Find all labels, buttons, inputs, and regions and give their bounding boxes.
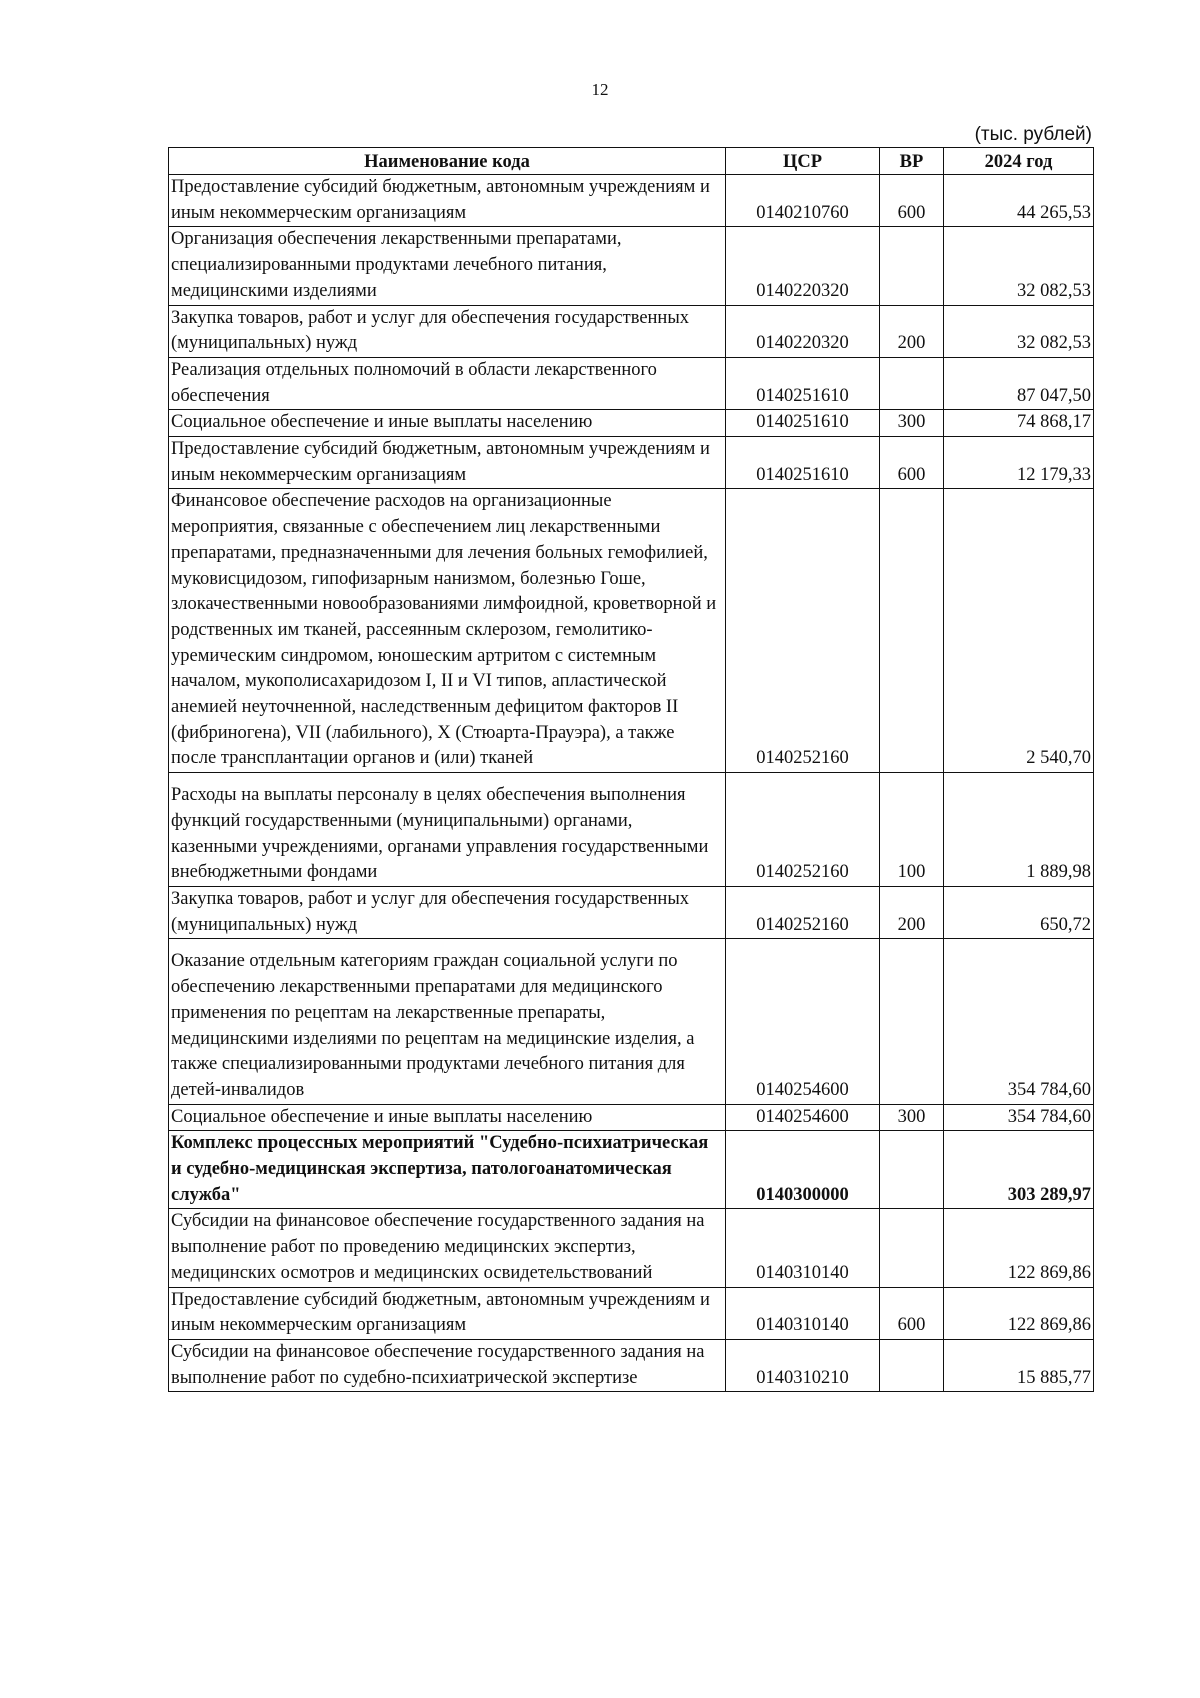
table-row [169, 939, 1094, 1104]
table-row [169, 175, 1094, 227]
header-vr: ВР [880, 148, 944, 175]
header-name: Наименование кода [169, 148, 726, 175]
row-sum-cell: 32 082,53 [944, 227, 1094, 305]
row-vr-cell: 600 [880, 175, 944, 227]
header-csr: ЦСР [726, 148, 880, 175]
table-row [169, 1104, 1094, 1131]
row-sum-cell: 354 784,60 [944, 1104, 1094, 1131]
row-vr-cell: 200 [880, 886, 944, 938]
row-csr-cell: 0140210760 [726, 175, 880, 227]
units-note: (тыс. рублей) [974, 124, 1092, 145]
row-vr-cell [880, 227, 944, 305]
table-row [169, 773, 1094, 887]
header-year: 2024 год [944, 148, 1094, 175]
row-sum-cell: 303 289,97 [944, 1131, 1094, 1209]
table-row [169, 227, 1094, 305]
row-name-cell: Оказание отдельным категориям граждан социальной услуги по обеспечению лекарственными препаратами для медицинского применения по рецептам на лекарственные препараты, медицинскими изделиями по рецептам на медицинские изделия, а также специализированными продуктами лечебного питания для детей-инвалидов [169, 939, 726, 1104]
table-row [169, 410, 1094, 437]
page-number: 12 [591, 80, 609, 99]
row-vr-cell: 600 [880, 437, 944, 489]
row-name-cell: Финансовое обеспечение расходов на организационные мероприятия, связанные с обеспечением лиц лекарственными препаратами, предназначенными для лечения больных гемофилией, муковисцидозом, гипофизарным нанизмом, болезнью Гоше, злокачественными новообразованиями лимфоидной, кроветворной и родственных им тканей, рассеянным склерозом, гемолитико-уремическим синдромом, юношеским артритом с системным началом, мукополисахаридозом I, II и VI типов, апластической анемией неуточненной, наследственным дефицитом факторов II (фибриногена), VII (лабильного), X (Стюарта-Прауэра), а также после трансплантации органов и (или) тканей [169, 489, 726, 773]
row-vr-cell [880, 939, 944, 1104]
row-name-cell: Социальное обеспечение и иные выплаты населению [169, 410, 726, 437]
row-csr-cell: 0140252160 [726, 489, 880, 773]
row-name-cell: Социальное обеспечение и иные выплаты населению [169, 1104, 726, 1131]
row-sum-cell: 650,72 [944, 886, 1094, 938]
row-name-cell: Реализация отдельных полномочий в области лекарственного обеспечения [169, 357, 726, 409]
row-vr-cell [880, 357, 944, 409]
table-row [169, 357, 1094, 409]
row-csr-cell: 0140252160 [726, 886, 880, 938]
row-vr-cell [880, 489, 944, 773]
table-row [169, 1209, 1094, 1287]
row-vr-cell [880, 1131, 944, 1209]
budget-table [168, 147, 1094, 1392]
row-name-cell: Закупка товаров, работ и услуг для обеспечения государственных (муниципальных) нужд [169, 886, 726, 938]
row-name-cell: Предоставление субсидий бюджетным, автономным учреждениям и иным некоммерческим организациям [169, 1287, 726, 1339]
row-sum-cell: 15 885,77 [944, 1339, 1094, 1391]
row-sum-cell: 87 047,50 [944, 357, 1094, 409]
row-csr-cell: 0140251610 [726, 410, 880, 437]
table-header-row [169, 148, 1094, 175]
row-csr-cell: 0140310210 [726, 1339, 880, 1391]
row-csr-cell: 0140310140 [726, 1287, 880, 1339]
row-csr-cell: 0140220320 [726, 305, 880, 357]
row-sum-cell: 2 540,70 [944, 489, 1094, 773]
row-vr-cell [880, 1209, 944, 1287]
row-sum-cell: 122 869,86 [944, 1209, 1094, 1287]
row-vr-cell: 200 [880, 305, 944, 357]
row-vr-cell: 100 [880, 773, 944, 887]
row-sum-cell: 74 868,17 [944, 410, 1094, 437]
table-row [169, 1287, 1094, 1339]
row-name-cell: Предоставление субсидий бюджетным, автономным учреждениям и иным некоммерческим организациям [169, 437, 726, 489]
row-name-cell: Субсидии на финансовое обеспечение государственного задания на выполнение работ по судебно-психиатрической экспертизе [169, 1339, 726, 1391]
row-sum-cell: 12 179,33 [944, 437, 1094, 489]
row-name-cell: Комплекс процессных мероприятий "Судебно-психиатрическая и судебно-медицинская экспертиза, патологоанатомическая служба" [169, 1131, 726, 1209]
table-row [169, 1131, 1094, 1209]
row-csr-cell: 0140254600 [726, 939, 880, 1104]
table-row [169, 1339, 1094, 1391]
table-row [169, 886, 1094, 938]
row-vr-cell: 300 [880, 1104, 944, 1131]
table-row [169, 489, 1094, 773]
row-name-cell: Расходы на выплаты персоналу в целях обеспечения выполнения функций государственными (муниципальными) органами, казенными учреждениями, органами управления государственными внебюджетными фондами [169, 773, 726, 887]
row-csr-cell: 0140251610 [726, 437, 880, 489]
row-csr-cell: 0140254600 [726, 1104, 880, 1131]
row-sum-cell: 1 889,98 [944, 773, 1094, 887]
row-csr-cell: 0140310140 [726, 1209, 880, 1287]
row-sum-cell: 354 784,60 [944, 939, 1094, 1104]
row-csr-cell: 0140220320 [726, 227, 880, 305]
row-vr-cell: 600 [880, 1287, 944, 1339]
row-sum-cell: 122 869,86 [944, 1287, 1094, 1339]
row-sum-cell: 32 082,53 [944, 305, 1094, 357]
row-name-cell: Закупка товаров, работ и услуг для обеспечения государственных (муниципальных) нужд [169, 305, 726, 357]
row-csr-cell: 0140300000 [726, 1131, 880, 1209]
row-vr-cell [880, 1339, 944, 1391]
row-csr-cell: 0140251610 [726, 357, 880, 409]
table-row [169, 305, 1094, 357]
row-name-cell: Предоставление субсидий бюджетным, автономным учреждениям и иным некоммерческим организациям [169, 175, 726, 227]
table-row [169, 437, 1094, 489]
row-name-cell: Субсидии на финансовое обеспечение государственного задания на выполнение работ по проведению медицинских экспертиз, медицинских осмотров и медицинских освидетельствований [169, 1209, 726, 1287]
row-sum-cell: 44 265,53 [944, 175, 1094, 227]
row-csr-cell: 0140252160 [726, 773, 880, 887]
row-name-cell: Организация обеспечения лекарственными препаратами, специализированными продуктами лечебного питания, медицинскими изделиями [169, 227, 726, 305]
row-vr-cell: 300 [880, 410, 944, 437]
